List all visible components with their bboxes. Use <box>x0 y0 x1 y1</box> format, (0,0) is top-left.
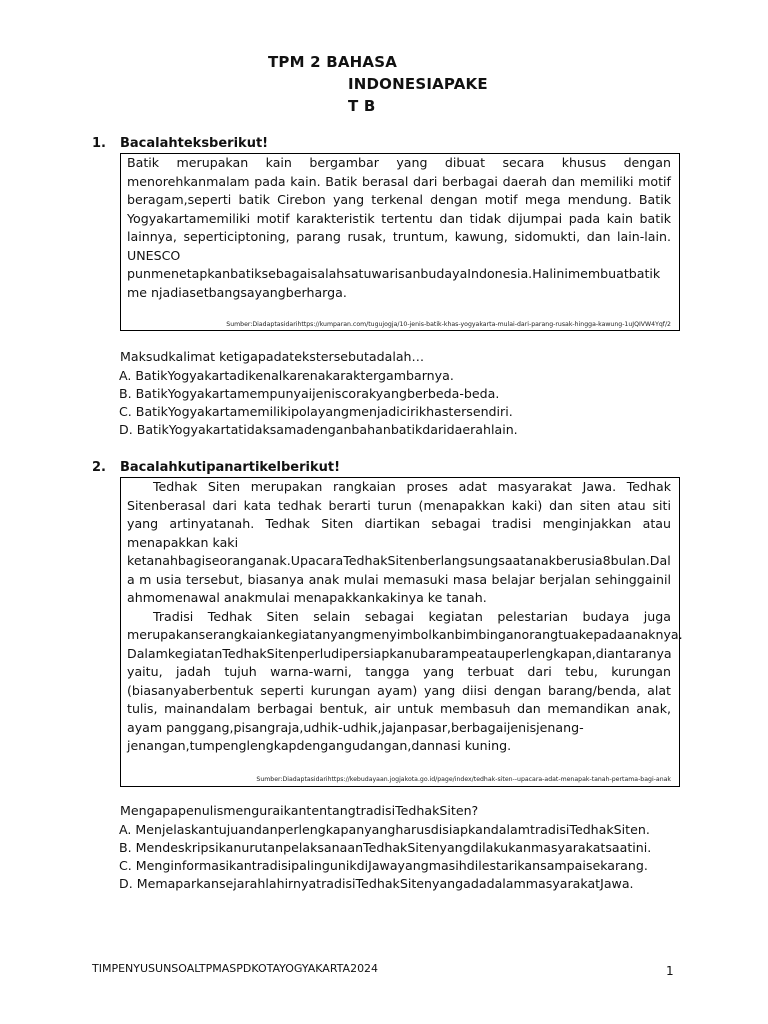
passage-2-para-2-end: jenangan,tumpenglengkapdengangudangan,dannasi kuning. <box>127 738 512 753</box>
title-line-1: TPM 2 BAHASA <box>268 53 398 71</box>
question-1-prompt <box>120 348 424 366</box>
title-line-3: T B <box>348 97 376 115</box>
option-2a[interactable]: A. MenjelaskantujuandanperlengkapanyangharusdisiapkandalamtradisiTedhakSiten. <box>119 822 650 837</box>
question-2-text: MengapapenulismenguraikantentangtradisiTedhakSiten? <box>120 803 479 818</box>
option-2b[interactable]: B. MendeskripsikanurutanpelaksanaanTedhakSitenyangdilakukanmasyarakatsaatini. <box>119 840 652 855</box>
option-1b[interactable]: B. BatikYogyakartamempunyaijeniscorakyangberbeda-beda. <box>119 386 500 401</box>
question-2-options <box>119 821 651 893</box>
title-line-2: INDONESIAPAKE <box>348 75 488 93</box>
passage-1-text: Batik merupakan kain bergambar yang dibuat secara khusus dengan menorehkanmalam pada kain. Batik berasal dari berbagai daerah dan memiliki motif beragam,seperti batik Cirebon yang terkenal dengan motif mega mendung. Batik Yogyakartamemiliki motif karakteristik tertentu dan tidak dijumpai pada kain batik lainnya, seperticiptoning, parang rusak, truntum, kawung, sidomukti, dan lain-lain. UNESCO <box>127 155 671 263</box>
question-1-heading: Bacalahteksberikut! <box>120 136 269 151</box>
question-2-heading: Bacalahkutipanartikelberikut! <box>120 460 341 475</box>
question-2-passage-box <box>120 477 683 787</box>
passage-1-text-cont: punmenetapkanbatiksebagaisalahsatuwarisanbudayaIndonesia.Halinimembuatbatikme njadiasetbangsayangberharga. <box>127 266 661 300</box>
passage-2-para-2: Tradisi Tedhak Siten selain sebagai kegiatan pelestarian budaya juga merupakanserangkaiankegiatanyangmenyimbolkanbimbinganorangtuakepadaanaknya. <box>127 608 683 642</box>
passage-1-source: Sumber:Diadaptasidarihttps://kumparan.com/tugujogja/10-jenis-batik-khas-yogyakarta-mulai-dari-parang-rusak-hingga-kawung-1uJQIVW4Yqf/2 <box>226 321 671 328</box>
passage-2-para-1-cont: ketanahbagiseoranganak.UpacaraTedhakSitenberlangsungsaatanakberusia8bulan.Dala m usia tersebut, biasanya anak mulai memasuki masa belajar berjalan sehinggainilahmomenawal anakmulai menapakkankakinya ke tanah. <box>127 553 671 605</box>
footer-text: TIMPENYUSUNSOALTPMASPDKOTAYOGYAKARTA2024 <box>92 962 379 975</box>
option-1d[interactable]: D. BatikYogyakartatidaksamadenganbahanbatikdaridaerahlain. <box>119 422 518 437</box>
question-2-number: 2. <box>92 460 106 475</box>
page-number: 1 <box>666 964 674 978</box>
question-1-number: 1. <box>92 136 106 151</box>
option-1c[interactable]: C. BatikYogyakartamemilikipolayangmenjadicirikhastersendiri. <box>119 404 513 419</box>
passage-2-source: Sumber:Diadaptasidarihttps://kebudayaan.jogjakota.go.id/page/index/tedhak-siten--upacara-adat-menapak-tanah-pertama-bagi-anak <box>256 776 671 783</box>
option-2c[interactable]: C. MenginformasikantradisipalingunikdiJawayangmasihdilestarikansampaisekarang. <box>119 858 648 873</box>
question-1-text: Maksudkalimat ketigapadatekstersebutadalah… <box>120 349 425 364</box>
question-1-options <box>119 367 518 439</box>
option-2d[interactable]: D. MemaparkansejarahlahirnyatradisiTedhakSitenyangadadalammasyarakatJawa. <box>119 876 634 891</box>
passage-2-para-1: Tedhak Siten merupakan rangkaian proses adat masyarakat Jawa. Tedhak Sitenberasal dari kata tedhak berarti turun (menapakkan kaki) dan siten atau siti yang artinyatanah. Tedhak Siten diartikan sebagai tradisi menginjakkan atau menapakkan kaki <box>127 479 671 550</box>
option-1a[interactable]: A. BatikYogyakartadikenalkarenakaraktergambarnya. <box>119 368 454 383</box>
passage-2-para-2-cont: DalamkegiatanTedhakSitenperludipersiapkanubarampeatauperlengkapan,diantaranya yaitu, jadah tujuh warna-warni, tangga yang terbuat dari tebu, kurungan (biasanyaberbentuk seperti kurungan ayam) yang diisi dengan barang/benda, alat tulis, mainandalam berbagai bentuk, air untuk membasuh dan memandikan anak, ayam panggang,pisangraja,udhik-udhik,jajanpasar,berbagaijenisjenang- <box>127 645 672 735</box>
question-1-passage-box <box>120 153 680 331</box>
question-2-prompt <box>120 802 478 820</box>
